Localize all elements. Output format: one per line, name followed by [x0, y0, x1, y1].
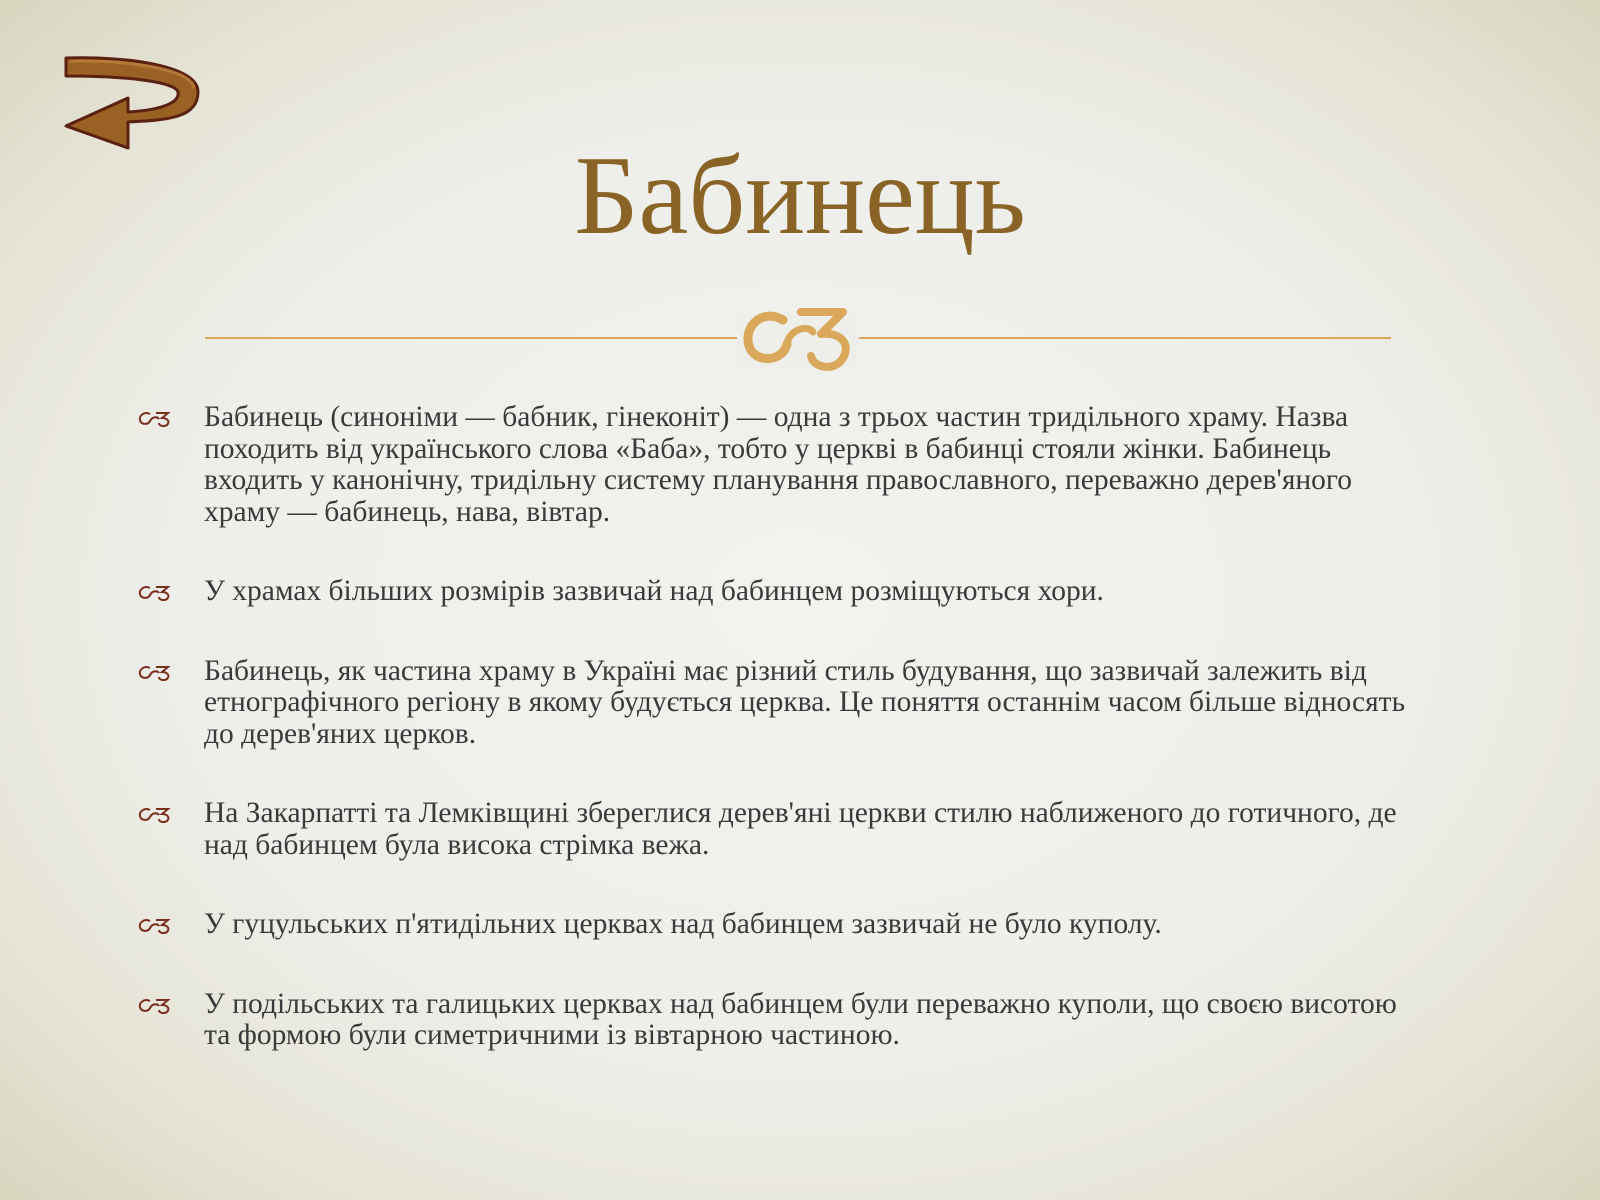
bullet-flourish-icon — [138, 411, 172, 427]
title-divider — [205, 302, 1391, 376]
bullet-flourish-icon — [138, 807, 172, 823]
ornament-flourish-icon — [737, 310, 859, 370]
bullet-text: У храмах більших розмірів зазвичай над бабинцем розміщуються хори. — [204, 575, 1104, 607]
bullet-list — [138, 402, 1428, 1052]
bullet-text: У гуцульських п'ятидільних церквах над бабинцем зазвичай не було куполу. — [204, 908, 1162, 940]
bullet-item — [138, 576, 1428, 608]
bullet-item — [138, 909, 1428, 941]
bullet-item — [138, 656, 1428, 751]
bullet-text: У подільських та галицьких церквах над бабинцем були переважно куполи, що своєю висотою та формою були симетричними із вівтарною частиною. — [204, 987, 1397, 1051]
bullet-item — [138, 402, 1428, 528]
bullet-flourish-icon — [138, 998, 172, 1014]
bullet-flourish-icon — [138, 585, 172, 601]
bullet-item — [138, 798, 1428, 861]
bullet-item — [138, 989, 1428, 1052]
bullet-text: На Закарпатті та Лемківщині збереглися дерев'яні церкви стилю наближеного до готичного, де над бабинцем була висока стрімка вежа. — [204, 797, 1397, 861]
bullet-text: Бабинець, як частина храму в Україні має різний стиль будування, що зазвичай залежить від етнографічного регіону в якому будується церква. Це поняття останнім часом більше відносять до дерев'яних церков. — [204, 654, 1406, 750]
curved-back-arrow-icon — [66, 58, 198, 148]
bullet-flourish-icon — [138, 918, 172, 934]
bullet-text: Бабинець (синоніми — бабник, гінеконіт) — одна з трьох частин тридільного храму. Назва походить від українського слова «Баба», тобто у церкві в бабинці стояли жінки. Бабинець входить у канонічну, тридільну систему планування православного, переважно дерев'яного храму — бабинець, нава, вівтар. — [204, 401, 1353, 528]
slide-title: Бабинець — [574, 134, 1026, 258]
bullet-flourish-icon — [138, 665, 172, 681]
